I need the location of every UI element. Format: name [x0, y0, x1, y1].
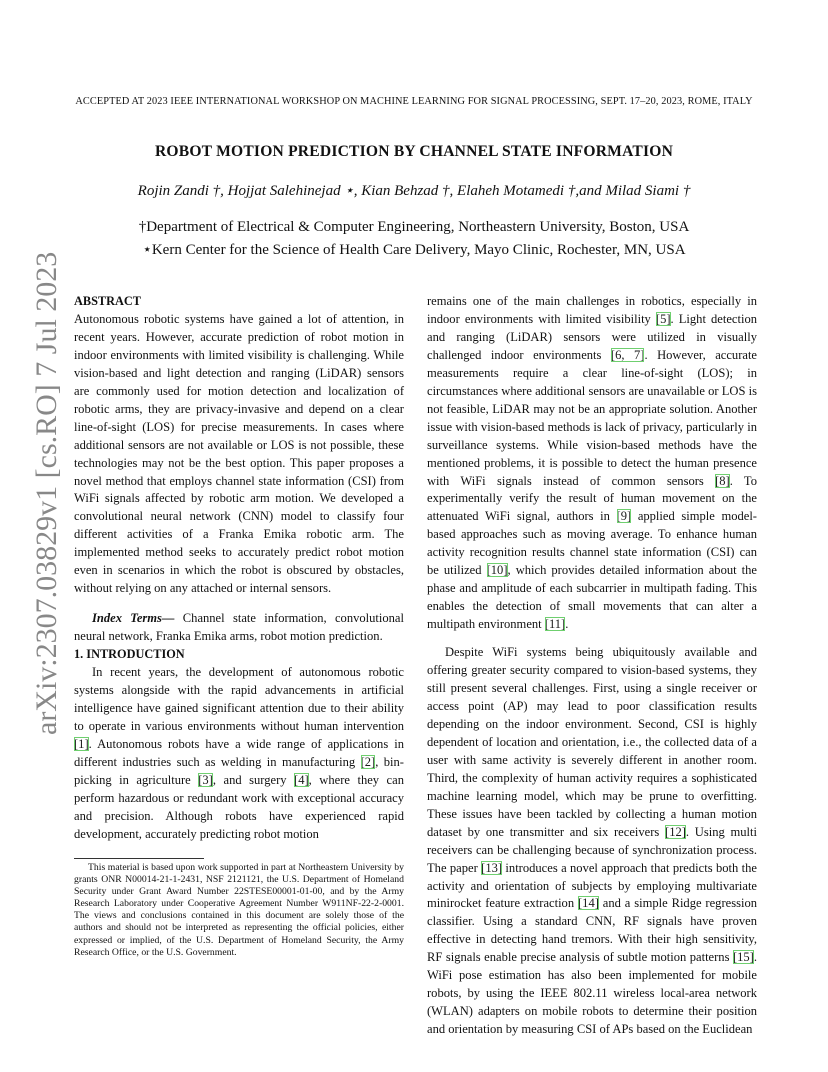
paragraph-text: Despite WiFi systems being ubiquitously available and offering greater security compared to vision-based systems, they still present several challenges. First, using a single receiver or access point (AP) may lead to poor classification results depending on the indoor environment. Second, CSI is highly dependent of location and orientation, i.e., the collected data of a user with same activity is severely different in another room. Third, the complexity of human activity requires a sophisticated machine learning model, which may be prune to overfitting. These issues have been tackled by collecting a human motion dataset by one transmitter and six receivers: [427, 645, 757, 839]
funding-footnote: This material is based upon work supported in part at Northeastern University by grants ONR N00014-21-1-2431, NSF 2121121, the U.S. Department of Homeland Security under Grant Award Number 22STESE00001-01-00, and by the Army Research Laboratory under Cooperative Agreement Number W911NF-22-2-0001. The views and conclusions contained in this document are solely those of the authors and should not be interpreted as representing the official policies, either expressed or implied, of the U.S. Department of Homeland Security, the Army Research Office, or the U.S. Government.: [74, 862, 404, 958]
arxiv-sidebar-stamp: [30, 251, 70, 775]
conference-header: ACCEPTED AT 2023 IEEE INTERNATIONAL WORKSHOP ON MACHINE LEARNING FOR SIGNAL PROCESSING, SEPT. 17–20, 2023, ROME, ITALY: [75, 96, 753, 107]
paragraph-text: . Using multi receivers can be challenging because of synchronization process. The paper: [427, 824, 757, 875]
right-column: [427, 293, 757, 1039]
paragraph-text: In recent years, the development of autonomous robotic systems alongside with the rapid advancements in artificial intelligence have gained significant attention due to their ability to operate in various environments without human intervention: [74, 665, 404, 733]
challenges-paragraph: [427, 644, 757, 1039]
citation-link[interactable]: [14]: [578, 896, 599, 911]
intro-paragraph: [74, 664, 404, 844]
author-list: Rojin Zandi †, Hojjat Salehinejad ⋆, Kian Behzad †, Elaheh Motamedi †,and Milad Siami †: [137, 183, 691, 199]
paragraph-text: . Autonomous robots have a wide range of applications in different industries such as welding in manufacturing: [74, 736, 404, 769]
paragraph-text: applied simple model-based approaches such as moving average. To enhance human activity recognition results channel state information (CSI) can be utilized: [427, 509, 757, 578]
paragraph-text: . However, accurate measurements require a clear line-of-sight (LOS); in circumstances where additional sensors are unavailable or LOS is not feasible, LiDAR may not be an appropriate solution. Another issue with vision-based methods is lack of privacy, particularly in surveillance systems. While vision-based methods have the mentioned problems, it is possible to detect the human presence with WiFi signals instead of common sensors: [427, 347, 757, 488]
citation-link[interactable]: [10]: [486, 563, 508, 578]
paragraph-text: , and surgery: [212, 772, 295, 787]
paragraph-text: , bin-picking in agriculture: [74, 754, 404, 787]
citation-link[interactable]: [4]: [294, 772, 309, 787]
citation-link[interactable]: [3]: [198, 772, 213, 787]
paragraph-text: and a simple Ridge regression classifier. Using a standard CNN, RF signals have proven effective in detecting hand tremors. With their high sensitivity, RF signals enable precise analysis of subtle motion patterns: [427, 896, 757, 965]
index-terms-label: Index Terms—: [92, 611, 175, 626]
index-terms-text: Channel state information, convolutional neural network, Franka Emika arms, robot motion prediction.: [74, 611, 404, 644]
left-column: [74, 293, 404, 844]
abstract-heading: ABSTRACT: [74, 294, 141, 308]
paragraph-text: . WiFi pose estimation has also been implemented for mobile robots, by using the IEEE 802.11 wireless local-area network (WLAN) adapters on mobile robots to determine their position and orientation by measuring CSI of APs based on the Euclidean: [427, 950, 757, 1037]
citation-link[interactable]: [5]: [655, 311, 671, 326]
affiliation-mayo: ⋆Kern Center for the Science of Health Care Delivery, Mayo Clinic, Rochester, MN, USA: [142, 242, 686, 258]
introduction-heading: 1. INTRODUCTION: [74, 647, 185, 662]
citation-link[interactable]: [15]: [732, 950, 754, 965]
citation-link[interactable]: [11]: [544, 617, 566, 632]
citation-link[interactable]: [6, 7]: [610, 347, 645, 362]
citation-link[interactable]: [9]: [616, 509, 632, 524]
citation-link[interactable]: [12]: [665, 824, 686, 839]
paragraph-text: . To experimentally verify the result of human movement on the attenuated WiFi signal, authors in: [427, 473, 757, 524]
arxiv-identifier: arXiv:2307.03829v1 [cs.RO] 7 Jul 2023: [30, 251, 63, 735]
paper-title: ROBOT MOTION PREDICTION BY CHANNEL STATE INFORMATION: [154, 143, 674, 160]
citation-link[interactable]: [8]: [715, 473, 730, 488]
footnote-rule: [74, 858, 204, 859]
abstract-text: Autonomous robotic systems have gained a lot of attention, in recent years. However, accurate prediction of robot motion in indoor environments with limited visibility is challenging. While vision-based and light detection and ranging (LiDAR) sensors are commonly used for motion detection and localization of robotic arms, they are privacy-invasive and depend on a clear line-of-sight (LOS) for precise measurements. In cases where additional sensors are not available or LOS is not possible, these technologies may not be the best option. This paper proposes a novel method that employs channel state information (CSI) from WiFi signals affected by robotic arm motion. We developed a convolutional neural network (CNN) model to classify four different activities of a Franka Emika robotic arm. The implemented method seeks to accurately predict robot motion even in scenarios in which the robot is obscured by obstacles, without relying on any attached or internal sensors.: [74, 311, 404, 596]
paragraph-text: .: [565, 617, 569, 632]
paragraph-text: , which provides detailed information about the phase and amplitude of each subcarrier in multipath fading. This enables the detection of small movements that can alter a multipath environment: [427, 563, 757, 632]
paragraph-text: introduces a novel approach that predicts both the activity and orientation of subjects by employing multivariate minirocket feature extraction: [427, 860, 757, 911]
index-terms: [74, 610, 404, 646]
paragraph-text: , where they can perform hazardous or redundant work with exceptional accuracy and precision. Although robots have experienced rapid development, accurately predicting robot motion: [74, 772, 404, 841]
paragraph-text: remains one of the main challenges in robotics, especially in indoor environments with limited visibility: [427, 294, 757, 326]
paragraph-text: . Light detection and ranging (LiDAR) sensors were utilized in visually challenged indoor environments: [427, 311, 757, 362]
intro-continuation-paragraph: [427, 293, 757, 634]
affiliation-northeastern: †Department of Electrical & Computer Engineering, Northeastern University, Boston, USA: [138, 219, 690, 235]
citation-link[interactable]: [1]: [74, 736, 89, 751]
citation-link[interactable]: [13]: [481, 860, 503, 875]
citation-link[interactable]: [2]: [360, 754, 376, 769]
